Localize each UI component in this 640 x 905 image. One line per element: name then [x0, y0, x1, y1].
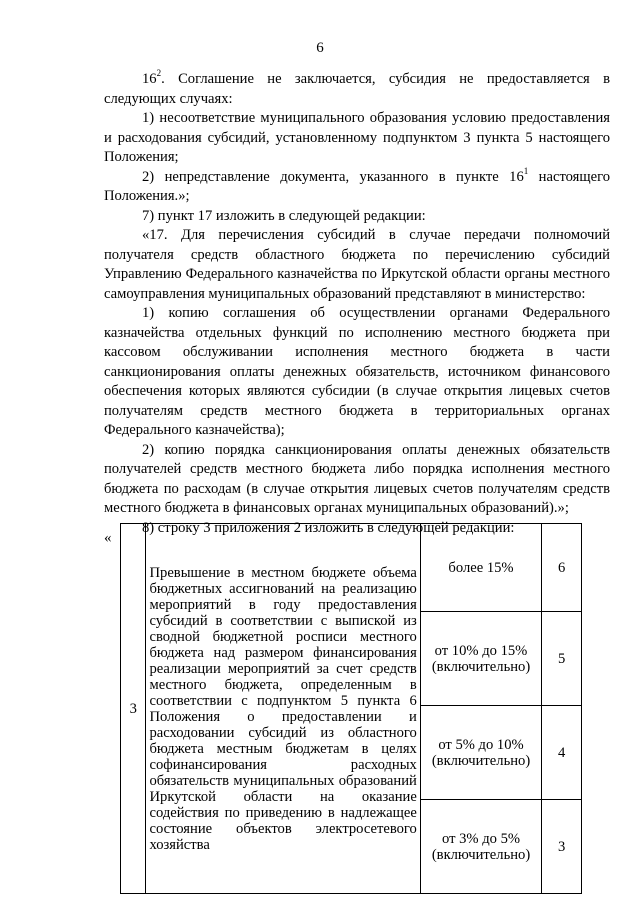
range-text: от 3% до 5%: [441, 830, 521, 847]
superscript: 1: [523, 165, 529, 176]
paragraph-17-item-2: 2) копию порядка санкционирования оплаты денежных обязательств получателей средств местного бюджета либо порядка исполнения местного бюджета по расходам (в случае открытия лицевых счетов получателям средств местного бюджета в финансовых органах муниципальных образований).»;: [104, 441, 610, 516]
clause-text: . Соглашение не заключается, субсидия не предоставляется в следующих случаях:: [104, 71, 610, 107]
criterion-description: Превышение в местном бюджете объема бюджетных ассигнований на реализацию мероприятий в году предоставления субсидий в соответствии с выпиской из сводной бюджетной росписи местного бюджета над размером финансирования реализации мероприятий за счет средств местного бюджета, определенным в соответствии с подпунктом 5 пункта 6 Положения о предоставлении и расходовании субсидий из областного бюджета местным бюджетам в целях софинансирования расходных обязательств муниципальных образований Иркутской области на оказание содействия по приведению в надлежащее состояние объектов электросетевого хозяйства: [149, 564, 417, 853]
description-cell: [146, 524, 420, 894]
range-text: от 10% до 15%: [434, 642, 528, 659]
clause-number: 16: [142, 71, 157, 87]
range-qualifier: (включительно): [431, 846, 531, 863]
range-cell: [420, 612, 541, 706]
criteria-table: [120, 523, 582, 894]
paragraph-17: «17. Для перечисления субсидий в случае передачи полномочий получателя средств областного бюджета по перечислению субсидий Управлению Федерального казначейства по Иркутской области органы местного самоуправления муниципальных образований представляют в министерство:: [104, 227, 610, 302]
paragraph-17-item-1: 1) копию соглашения об осуществлении органами Федерального казначейства отдельных функций по исполнению местного бюджета при кассовом обслуживании исполнения местного бюджета в части санкционирования оплаты денежных обязательств, источником финансового обеспечения которых являются субсидии (в случае открытия лицевых счетов получателям средств местного бюджета в территориальных органах Федерального казначейства);: [104, 305, 610, 438]
score-cell: 5: [542, 612, 582, 706]
range-cell: [420, 706, 541, 800]
paragraph-8: 8) строку 3 приложения 2 изложить в следующей редакции:: [142, 519, 515, 536]
score-cell: 6: [542, 524, 582, 612]
table-row: [121, 524, 582, 612]
range-text: более 15%: [448, 559, 514, 576]
score-cell: 4: [542, 706, 582, 800]
item-text-end: настоящего Положения.»;: [104, 168, 611, 204]
range-qualifier: (включительно): [431, 658, 531, 675]
score-cell: 3: [542, 800, 582, 894]
item-text: 2) непредставление документа, указанного в пункте 16: [142, 168, 524, 185]
range-cell: [420, 524, 541, 612]
superscript: 2: [156, 68, 162, 79]
open-quote: «: [104, 530, 112, 546]
range-cell: [420, 800, 541, 894]
row-number-cell: 3: [121, 524, 146, 894]
paragraph-16-2-item-1: 1) несоответствие муниципального образования условию предоставления и расходования субсидий, установленному подпунктом 3 пункта 5 настоящего Положения;: [104, 110, 610, 165]
range-qualifier: (включительно): [431, 752, 531, 769]
paragraph-16-2-item-2: [104, 165, 611, 207]
page-number: 6: [316, 40, 324, 56]
document-body: [104, 70, 610, 538]
paragraph-16-2: [104, 70, 610, 109]
paragraph-7: 7) пункт 17 изложить в следующей редакции:: [142, 207, 426, 224]
range-text: от 5% до 10%: [438, 736, 524, 753]
